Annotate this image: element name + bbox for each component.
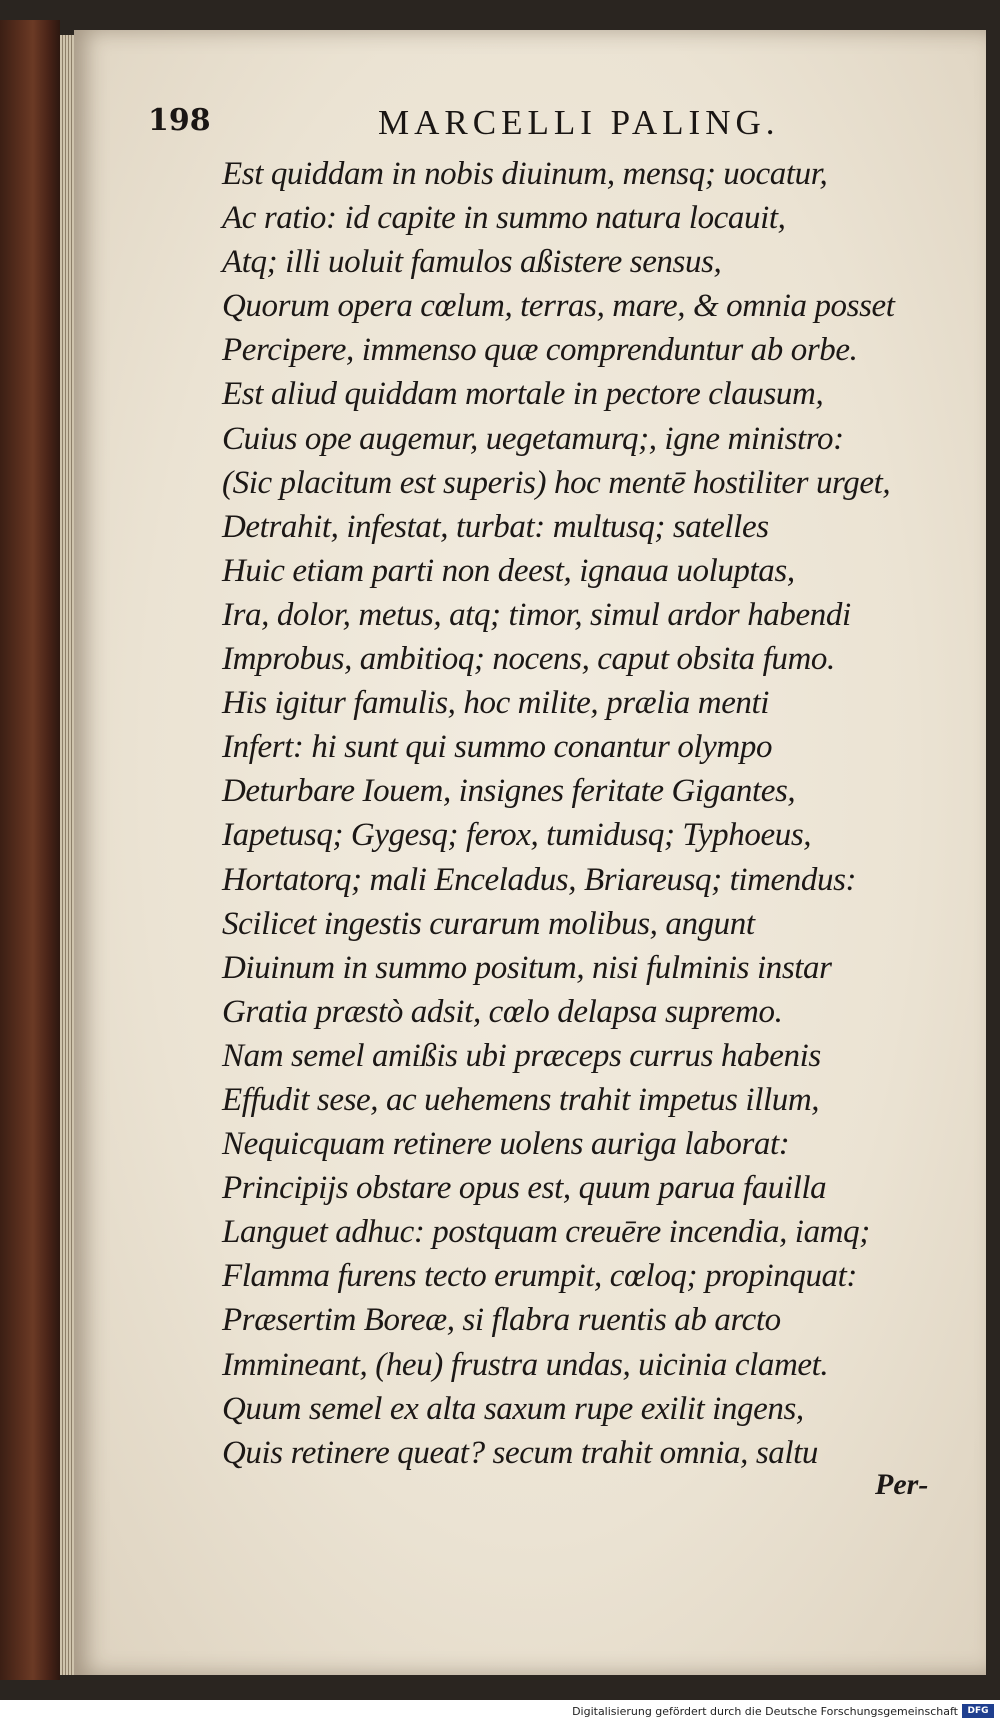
dfg-logo-icon: DFG — [962, 1704, 994, 1718]
footer-bar — [0, 1700, 1000, 1724]
verse-line: Cuius ope augemur, uegetamurq;, igne ministro: — [222, 420, 844, 457]
running-title: MARCELLI PALING. — [378, 103, 780, 142]
verse-line: Infert: hi sunt qui summo conantur olympo — [222, 729, 773, 766]
verse-line: Percipere, immenso quæ comprenduntur ab orbe. — [222, 332, 858, 369]
verse-line: Ac ratio: id capite in summo natura locauit, — [222, 200, 786, 237]
verse-line: Diuinum in summo positum, nisi fulminis instar — [222, 949, 832, 986]
book-spine-edge — [0, 20, 60, 1680]
page-number: 198 — [148, 103, 211, 138]
verse-line: Deturbare Iouem, insignes feritate Gigantes, — [222, 773, 796, 810]
verse-line: Effudit sese, ac uehemens trahit impetus illum, — [222, 1081, 820, 1118]
verse-line: Quum semel ex alta saxum rupe exilit ingens, — [222, 1390, 804, 1427]
verse-line: Iapetusq; Gygesq; ferox, tumidusq; Typhoeus, — [222, 817, 812, 854]
funding-credit: Digitalisierung gefördert durch die Deutsche Forschungsgemeinschaft — [572, 1705, 958, 1718]
verse-line: Huic etiam parti non deest, ignaua uoluptas, — [222, 552, 795, 589]
verse-line: Nam semel amißis ubi præceps currus habenis — [222, 1037, 821, 1074]
verse-line: Scilicet ingestis curarum molibus, angunt — [222, 905, 755, 942]
verse-line: Præsertim Boreæ, si flabra ruentis ab arcto — [222, 1302, 781, 1339]
verse-line: Detrahit, infestat, turbat: multusq; satelles — [222, 508, 769, 545]
verse-line: Hortatorq; mali Enceladus, Briareusq; timendus: — [222, 861, 857, 898]
running-head — [148, 103, 828, 147]
verse-line: Atq; illi uoluit famulos aßistere sensus, — [222, 244, 722, 281]
verse-line: Quis retinere queat? secum trahit omnia, saltu — [222, 1434, 819, 1471]
verse-line: Immineant, (heu) frustra undas, uicinia clamet. — [222, 1346, 829, 1383]
catchword: Per- — [875, 1468, 929, 1501]
verse-line: (Sic placitum est superis) hoc mentē hostiliter urget, — [222, 464, 891, 501]
verse-line: Est quiddam in nobis diuinum, mensq; uocatur, — [222, 156, 828, 192]
verse-line: Ira, dolor, metus, atq; timor, simul ardor habendi — [222, 596, 851, 633]
verse-line: Languet adhuc: postquam creuēre incendia, iamq; — [222, 1214, 870, 1251]
verse-line: Gratia præstò adsit, cœlo delapsa supremo. — [222, 993, 783, 1030]
verse-line: Flamma furens tecto erumpit, cœloq; propinquat: — [222, 1258, 858, 1295]
verse-line: His igitur famulis, hoc milite, prælia menti — [222, 685, 770, 722]
verse-line: Quorum opera cœlum, terras, mare, & omnia posset — [222, 288, 895, 325]
verse-line: Est aliud quiddam mortale in pectore clausum, — [222, 376, 824, 413]
verse-text — [222, 152, 962, 1475]
verse-line: Principijs obstare opus est, quum parua fauilla — [222, 1170, 827, 1207]
verse-line: Improbus, ambitioq; nocens, caput obsita fumo. — [222, 641, 835, 678]
verse-line: Nequicquam retinere uolens auriga laborat: — [222, 1126, 790, 1163]
